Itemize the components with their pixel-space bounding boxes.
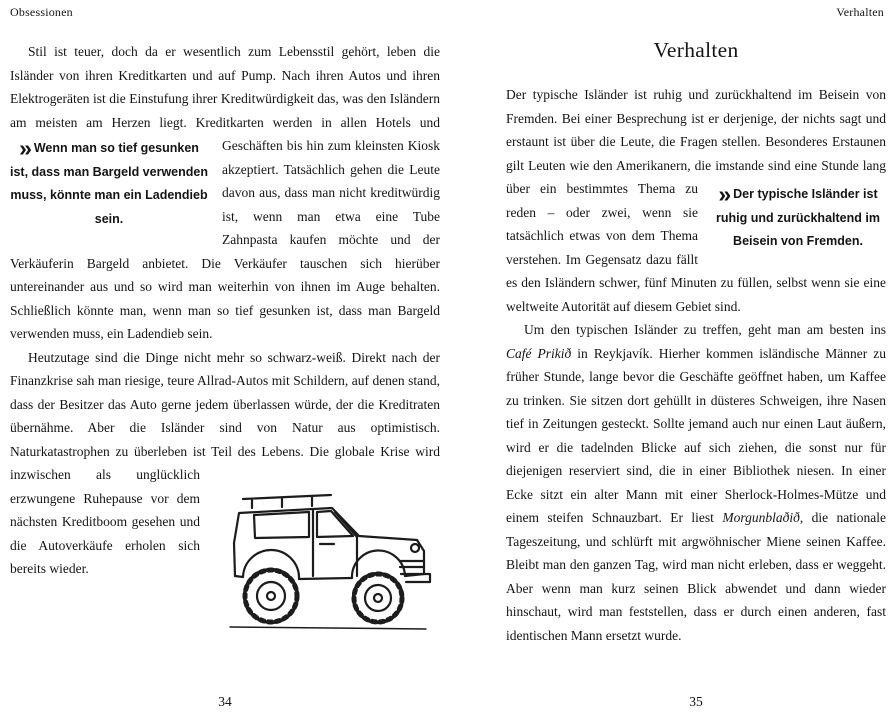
italic-newspaper-name: Morgunblaðið — [722, 510, 800, 525]
double-chevron-quote-icon: » — [19, 135, 31, 161]
right-page — [448, 0, 896, 716]
paragraph-text: globale Krise wird inzwischen als unglücklich erzwungene Ruhepause vor dem nächsten Kreditboom gesehen und die Autoverkäufe erholen sich bereits wieder. — [10, 443, 440, 576]
paragraph-finance-crisis — [10, 346, 440, 581]
paragraph-text: Stil ist teuer, doch da er wesentlich zum Lebensstil gehört, leben die Isländer von ihren Kreditkarten und auf Pump. Nach ihren Autos und ihren Elektrogeräten ist die Einstufung ihrer Kreditwürdigkeit das, was den Isländern am meisten am Herzen liegt. Kreditkarten werden in allen Hotels und — [10, 44, 440, 130]
paragraph-text: imstande sind eine Stunde lang über ein bestimmtes Thema zu reden – oder zwei, wenn sie tatsächlich etwas von dem Thema verstehen. Im Gegensatz dazu fällt es den Isländern schwer, fünf Minuten zu füllen, selbst wenn sie eine weltweite Autorität auf diesem Gebiet sind. — [506, 157, 887, 314]
offroad-car-illustration — [210, 477, 440, 635]
italic-cafe-name: Café Prikið — [506, 345, 572, 361]
paragraph-credit-cards — [10, 40, 440, 346]
paragraph-text: Geschäften bis hin zum kleinsten Kiosk akzeptiert. Tatsächlich gehen die Leute davon aus, dass man nicht kreditwürdig ist, wenn man etwa eine Tube Zahnpasta kaufen möchte und der Verkäuferin Bargeld anbietet. Die Verkäufer tauschen sich hierüber untereinander aus und so wird man weiterhin von ihnen im Auge behalten. Schließlich könnte man, wenn man so tief gesunken ist, dass man Bargeld verwenden muss, ein Ladendieb sein. — [10, 138, 440, 341]
pull-quote-right — [710, 183, 886, 254]
paragraph-text: , die nationale Tageszeitung, und schlürft mit argwöhnischer Miene seinen Kaffee. Bleibt man den ganzen Tag, wird man nicht erleben, dass er weggeht. Aber wenn man kurz seinen Blick abwendet und dann wieder hinschaut, wird man feststellen, dass er durch einen anderen, fast identischen Mann ersetzt wurde. — [506, 510, 886, 643]
paragraph-text: in Reykjavík. Hierher kommen isländische Männer zu früher Stunde, lange bevor die Geschäfte geöffnet haben, um Kaffee zu trinken. Sie sitzen dort gehüllt in düsteres Schweigen, ihre Nasen tief in Zeitungen gesteckt. Sollte jemand auch nur einen Laut äußern, wird er die tadelnden Blicke auf sich ziehen, die sonst nur für diejenigen reserviert sind, die in einer Bibliothek niesen. In einer Ecke sitzt ein alter Mann mit einer Sherlock-Holmes-Mütze und einem steifen Schnauzbart. Er liest — [506, 345, 887, 525]
left-page-content — [10, 40, 440, 639]
pull-quote-left — [10, 137, 208, 231]
paragraph-typical-icelander — [506, 83, 886, 318]
paragraph-cafe-prikid — [506, 318, 886, 647]
pull-quote-text: Der typische Isländer ist ruhig und zurückhaltend im Beisein von Fremden. — [716, 187, 880, 248]
running-header-left: Obsessionen — [10, 5, 73, 19]
page-number-left: 34 — [218, 694, 232, 709]
running-header-right: Verhalten — [836, 5, 884, 19]
paragraph-text: Um den typischen Isländer zu treffen, geht man am besten ins — [524, 322, 886, 337]
chapter-title: Verhalten — [653, 38, 739, 62]
right-page-content — [506, 30, 886, 647]
paragraph-text: Heutzutage sind die Dinge nicht mehr so schwarz-weiß. Direkt nach der Finanzkrise sah man riesige, teure Allrad-Autos mit Schildern, auf denen stand, dass der Besitzer das Auto gerne jedem überlassen würde, der die Kreditraten übernähme. Aber die Isländer sind von Natur aus optimistisch. Naturkatastrophen zu überleben ist Teil des Lebens. Die — [10, 349, 440, 459]
pull-quote-text: Wenn man so tief gesunken ist, dass man Bargeld verwenden muss, könnte man ein Ladendieb sein. — [10, 141, 208, 226]
double-chevron-quote-icon: » — [718, 181, 731, 207]
page-number-right: 35 — [689, 694, 703, 709]
offroad-car-drawing — [210, 477, 440, 635]
paragraph-text: Der typische Isländer ist ruhig und zurückhaltend im Beisein von Fremden. Bei einer Besprechung ist er derjenige, der nichts sagt und erstaunt ist über die Leute, die Fragen stellen. Besonderes Erstaunen gilt Leuten wie den Amerikanern, die — [506, 87, 886, 173]
